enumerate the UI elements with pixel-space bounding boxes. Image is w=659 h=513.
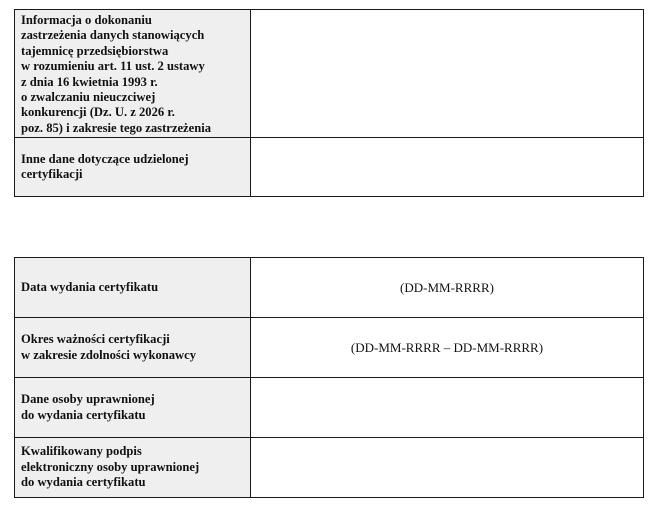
issue-date-value-field[interactable]: (DD-MM-RRRR) (251, 258, 644, 318)
label-line: Inne dane dotyczące udzielonej (21, 151, 189, 166)
label-line: w rozumieniu art. 11 ust. 2 ustawy (21, 59, 205, 74)
issue-date-label (15, 258, 251, 318)
certification-info-table (14, 9, 644, 197)
authorized-person-row (15, 378, 644, 438)
label-line: certyfikacji (21, 167, 83, 181)
qualified-signature-label (15, 438, 251, 498)
issue-date-row (15, 258, 644, 318)
other-data-label (15, 138, 251, 197)
label-line: do wydania certyfikatu (21, 475, 146, 490)
other-data-value-field[interactable] (251, 138, 644, 197)
qualified-signature-row (15, 438, 644, 498)
label-line: Okres ważności certyfikacji (21, 332, 170, 347)
trade-secret-row (15, 10, 644, 138)
label-line: Dane osoby uprawnionej (21, 392, 155, 407)
authorized-person-label (15, 378, 251, 438)
validity-period-row (15, 318, 644, 378)
other-data-row (15, 138, 644, 197)
label-line: Data wydania certyfikatu (21, 279, 159, 294)
validity-period-label (15, 318, 251, 378)
trade-secret-label (15, 10, 251, 138)
validity-period-value-field[interactable]: (DD-MM-RRRR – DD-MM-RRRR) (251, 318, 644, 378)
authorized-person-value-field[interactable] (251, 378, 644, 438)
label-line: poz. 85) i zakresie tego zastrzeżenia (21, 120, 212, 135)
label-line: do wydania certyfikatu (21, 407, 146, 422)
label-line: zastrzeżenia danych stanowiących (21, 28, 205, 43)
label-line: o zwalczaniu nieuczciwej (21, 90, 156, 105)
label-line: w zakresie zdolności wykonawcy (21, 347, 197, 362)
label-line: Informacja o dokonaniu (21, 13, 152, 27)
label-line: z dnia 16 kwietnia 1993 r. (21, 74, 158, 89)
qualified-signature-value-field[interactable] (251, 438, 644, 498)
label-line: tajemnicę przedsiębiorstwa (21, 43, 169, 58)
label-line: konkurencji (Dz. U. z 2026 r. (21, 105, 175, 120)
label-line: elektroniczny osoby uprawnionej (21, 459, 200, 474)
label-line: Kwalifikowany podpis (21, 444, 142, 459)
trade-secret-value-field[interactable] (251, 10, 644, 138)
certificate-details-table (14, 257, 644, 498)
